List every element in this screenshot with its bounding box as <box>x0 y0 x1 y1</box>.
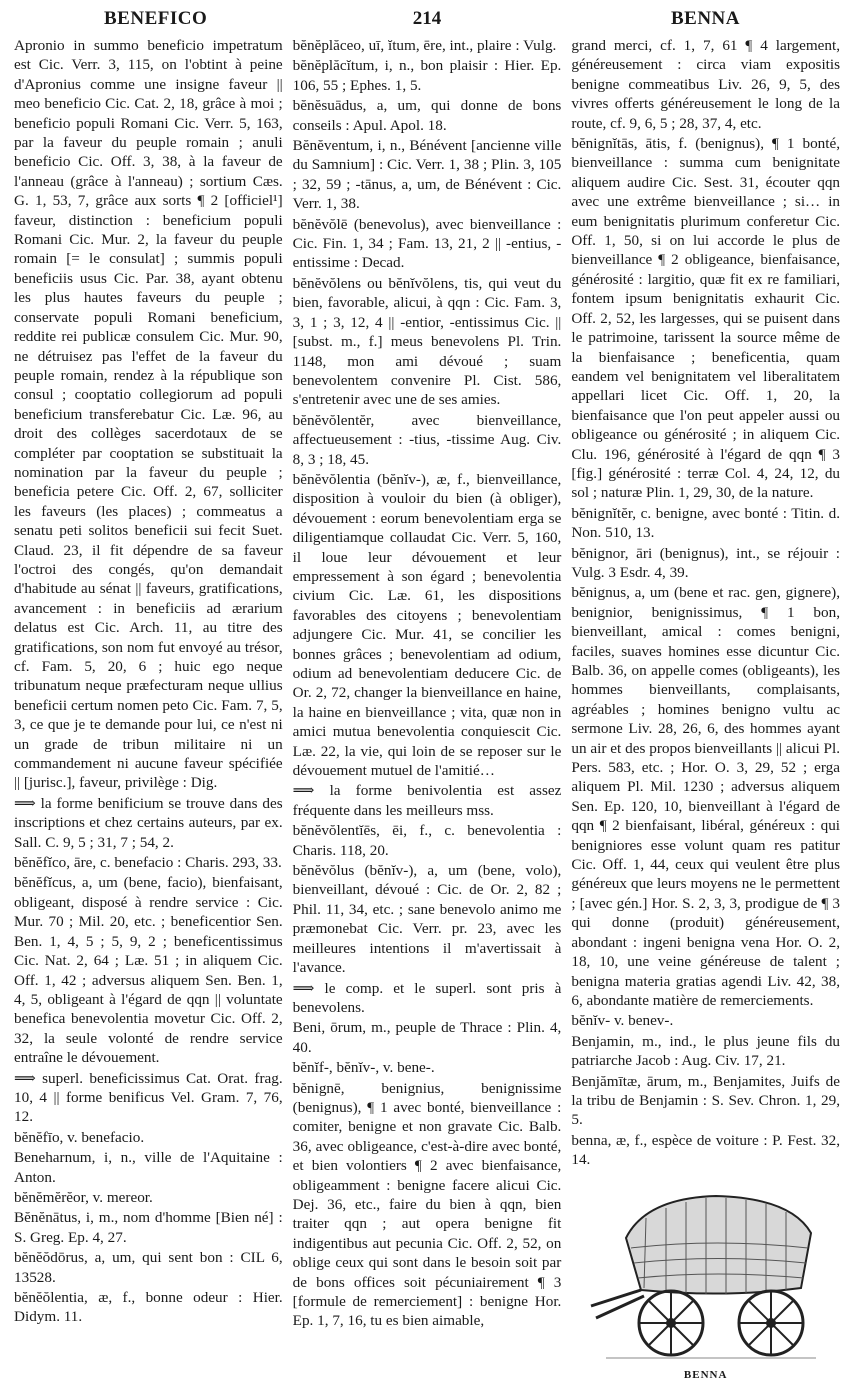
dictionary-entry: bĕnĕvŏlentĭēs, ēi, f., c. benevolentia : Charis. 118, 20. <box>292 822 562 859</box>
dictionary-entry: Beni, ōrum, m., peuple de Thrace : Plin. 4, 40. <box>292 1019 562 1056</box>
header-last-word: BENNA <box>670 8 740 29</box>
dictionary-entry: bĕnĕvŏlentĕr, avec bienveillance, affectueusement : -tius, -tissime Aug. Civ. 8, 3 ; 18, 45. <box>292 411 562 468</box>
dictionary-entry: bĕnĭv- v. benev-. <box>571 1012 674 1030</box>
dictionary-entry: bĕnignē, benignius, benignissime (benignus), ¶ 1 avec bonté, bienveillance : comiter, benigne et non gravate Cic. Balb. 36, avec obligeance, c'est-à-dire avec bonté, et bien volontiers ¶ 2 avec bienfaisance, obligeamment : benigne facere alicui Cic. Dej. 36, etc., faire du bien à qqn, bien traiter qqn ; aut opera benigne fit indigentibus aut pecunia Cic. Off. 2, 52, on oblige ceux qui sont dans le besoin soit par de bons offices soit pécuniairement ¶ 3 [formule de remerciement] : benigne Hor. Ep. 1, 7, 16, tu es bien aimable, <box>292 1079 562 1330</box>
dictionary-entry: Apronio in summo beneficio impetratum est Cic. Verr. 3, 115, on l'obtint à peine d'Apronius comme une insigne faveur || meo beneficio Cic. Cat. 2, 18, grâce à moi ; beneficio populi Romani Cic. Verr. 5, 163, par la faveur du peuple romain ; anuli beneficio Cic. Off. 3, 38, à la faveur de l'anneau (grâce à l'anneau) ; sortium Cæs. G. 1, 53, 7, grâce aux sorts ¶ 2 [officiel¹] faveur, distinction : beneficium populi Romani Cic. Mur. 2, la faveur du peuple romain [= le consulat] ; summis populi beneficiis usus Cic. Par. 38, ayant obtenu les plus hautes faveurs du peuple ; conservate populi Romani beneficium, reddite rei publicæ consulem Cic. Mur. 90, ne détruisez pas l'effet de la faveur du peuple romain, rendez à la république son consul ; cooptatio collegiorum ad populi beneficium transferebatur Cic. Læ. 96, au droit des collèges sacerdotaux de se compléter par cooptation se substituait la nomination par la faveur du peuple ; beneficia petere Cic. Off. 2, 67, solliciter les faveurs (les places) ; commeatus a senatu peti solitos beneficii sui fecit Suet. Claud. 23, il fit dépendre de sa faveur l'octroi des congés, qu'on demandait d'habitude au sénat || faveurs, gratifications, avancement : in beneficiis ad ærarium delatus est Cic. Arch. 11, au titre des gratifications, son nom fut envoyé au trésor, cf. Fam. 5, 20, 6 ; huic ego neque tribunatum neque præfecturam neque ullius beneficii certum nomen peto Cic. Fam. 7, 5, 3, ce que je te demande pour lui, ce n'est ni un grade de tribun militaire ni un commandement ni aucune faveur spécifiée || [jurisc.], faveur, privilège : Dig. <box>14 37 283 792</box>
dictionary-entry: bĕnĭf-, bĕnĭv-, v. bene-. <box>292 1059 435 1077</box>
column-middle <box>293 36 562 1361</box>
dictionary-entry: bĕnĕplăcĭtum, i, n., bon plaisir : Hier. Ep. 106, 55 ; Ephes. 1, 5. <box>292 57 562 94</box>
dictionary-entry: Bĕnĕnātus, i, m., nom d'homme [Bien né] : S. Greg. Ep. 4, 27. <box>14 1209 283 1246</box>
dictionary-entry: bĕnignor, āri (benignus), int., se réjouir : Vulg. 3 Esdr. 4, 39. <box>571 544 841 581</box>
dictionary-entry: ⟹ la forme benivolentia est assez fréquente dans les meilleurs mss. <box>292 782 562 819</box>
dictionary-entry: ⟹ superl. beneficissimus Cat. Orat. frag. 10, 4 || forme benificus Vel. Gram. 7, 76, 12. <box>14 1069 283 1126</box>
dictionary-entry: bĕnĕfīo, v. benefacio. <box>14 1128 145 1146</box>
running-header <box>14 6 840 36</box>
dictionary-entry: bĕnĕŏlentia, æ, f., bonne odeur : Hier. Didym. 11. <box>14 1289 283 1326</box>
dictionary-entry: Beneharnum, i, n., ville de l'Aquitaine : Anton. <box>14 1149 283 1186</box>
dictionary-entry: bĕnĕplăceo, uī, ĭtum, ēre, int., plaire : Vulg. <box>292 37 557 54</box>
dictionary-entry: Benjămītæ, ārum, m., Benjamites, Juifs de la tribu de Benjamin : S. Sev. Chron. 1, 29, 5. <box>571 1072 841 1129</box>
column-left <box>14 36 283 1361</box>
column-right-entries <box>571 36 840 1170</box>
dictionary-entry: bĕnĕfĭcus, a, um (bene, facio), bienfaisant, obligeant, disposé à rendre service : Cic. Mur. 70 ; Mil. 20, etc. ; beneficentior Sen. Ben. 1, 4, 5 ; 5, 9, 2 ; beneficentissimus Cic. Nat. 2, 64 ; Læ. 51 ; in aliquem Cic. Off. 1, 42 ; adversus aliquem Sen. Ben. 1, 4, 5, obligeant à l'égard de qqn || voluntate benefica benevolentia movetur Cic. Off. 2, 32, la seule volonté de rendre service entraîne le dévouement. <box>14 874 283 1067</box>
dictionary-entry: ⟹ le comp. et le superl. sont pris à benevolens. <box>292 979 562 1016</box>
dictionary-entry: bĕnignĭtĕr, c. benigne, avec bonté : Titin. d. Non. 510, 13. <box>571 504 841 542</box>
dictionary-entry: benna, æ, f., espèce de voiture : P. Fest. 32, 14. <box>571 1131 841 1169</box>
dictionary-entry: bĕnignus, a, um (bene et rac. gen, gignere), benignior, benignissimus, ¶ 1 bon, bienveillant, amical : comes benigni, faciles, suaves homines esse dicuntur Cic. Balb. 36, on appelle comes (obligeants), les hommes bienveillants, complaisants, agréables ; homines benigno vultu ac sermone Liv. 28, 26, 6, des hommes ayant un air et des propos bienveillants || alicui Pl. Pers. 583, etc. ; Hor. O. 3, 29, 52 ; erga aliquem Pl. Mil. 1230 ; adversus aliquem Sen. Ep. 120, 10, bienveillant à l'égard de qqn ¶ 2 bienfaisant, libéral, généreux : qui benigniores esse volunt quam res patitur Cic. Off. 1, 44, ceux qui veulent être plus généreux que leurs moyens ne le permettent ; [avec gén.] Hor. S. 2, 3, 3, prodigue de ¶ 3 qui donne (produit) généreusement, abondant : ingeni benigna vena Hor. O. 2, 18, 10, une veine généreuse de talent ; benigna materia gratias agendi Liv. 42, 38, 6, abondante matière de remerciements. <box>571 584 841 1009</box>
dictionary-entry: Bĕnĕventum, i, n., Bénévent [ancienne ville du Samnium] : Cic. Verr. 1, 38 ; Plin. 3, 105 ; 32, 59 ; -tānus, a, um, de Bénévent : Cic. Verr. 1, 38. <box>292 137 562 213</box>
dictionary-entry: bĕnĕvŏlē (benevolus), avec bienveillance : Cic. Fin. 1, 34 ; Fam. 13, 21, 2 || -entius, -entissime : Decad. <box>292 215 562 272</box>
columns <box>14 36 841 1381</box>
column-right <box>571 36 841 1381</box>
dictionary-entry: Benjamin, m., ind., le plus jeune fils du patriarche Jacob : Aug. Civ. 17, 21. <box>571 1032 841 1070</box>
benna-figure <box>571 1178 840 1385</box>
dictionary-entry: bĕnĕvŏlentia (bĕnĭv-), æ, f., bienveillance, disposition à vouloir du bien (à obliger), dévouement : eorum benevolentiam erga se diligentiamque collaudat Cic. Verr. 5, 160, il loue leur dévouement et leur empressement à son égard ; benevolentia civium Cic. Læ. 61, les dispositions favorables des citoyens ; benevolentiam adjungere Cic. Mur. 41, se concilier les bonnes grâces ; benevolentiam ad odium, odium ad benevolentiam deducere Cic. de Or. 2, 72, changer la bienveillance en haine, la haine en bienveillance ; vita, quæ non in amici mutua benevolentia conquiescit Cic. Læ. 22, la vie, qui loin de se reposer sur le dévouement mutuel de l'amitié… <box>292 470 562 780</box>
dictionary-entry: bĕnĕsuādus, a, um, qui donne de bons conseils : Apul. Apol. 18. <box>292 97 562 134</box>
dictionary-entry: ⟹ la forme benificium se trouve dans des inscriptions et chez certains auteurs, par ex. Sall. C. 9, 5 ; 31, 7 ; 54, 2. <box>14 794 283 851</box>
benna-cart-illustration <box>586 1178 826 1368</box>
dictionary-entry: bĕnĕvŏlens ou bĕnĭvŏlens, tis, qui veut du bien, favorable, alicui, à qqn : Cic. Fam. 3, 3, 1 ; 3, 12, 4 || -entior, -entissimus Cic. || [subst. m., f.] meus benevolens Pl. Trin. 1148, mon ami dévoué ; suam benevolentem convenire Pl. Cist. 586, s'entretenir avec une de ses amies. <box>292 274 562 409</box>
dictionary-entry: bĕnĕvŏlus (bĕnĭv-), a, um (bene, volo), bienveillant, dévoué : Cic. de Or. 2, 82 ; Phil. 11, 34, etc. ; sane benevolo animo me præmonebat Cic. Verr. pr. 23, avec les meilleures intentions il m'avertissait à l'avance. <box>292 862 562 977</box>
dictionary-entry: bĕnĕŏdōrus, a, um, qui sent bon : CIL 6, 13528. <box>14 1249 283 1286</box>
page-number: 214 <box>412 8 442 29</box>
dictionary-entry: bĕnignĭtās, ātis, f. (benignus), ¶ 1 bonté, bienveillance : summa cum benignitate aliquem audire Cic. Sest. 31, écouter qqn avec une extrême bienveillance ; si… in eum benignitatis plurimum conferetur Cic. Off. 1, 50, si on lui accorde le plus de bienveillance ¶ 2 obligeance, bienfaisance, générosité : largitio, quæ fit ex re familiari, fontem ipsum benignitatis exhaurit Cic. Off. 2, 52, les largesses, qui se puisent dans le patrimoine, tarissent la source même de la bienfaisance ; beneficentia, quam eandem vel benignitatem vel liberalitatem appellari licet Cic. Off. 1, 20, la bienfaisance que l'on peut appeler aussi ou obligeance ou générosité ; in aliquem Cic. Clu. 196, générosité à l'égard de qqn ¶ 3 [fig.] générosité : terræ Col. 4, 24, 12, du sol ; naturæ Plin. 1, 29, 30, de la nature. <box>571 135 841 502</box>
header-first-word: BENEFICO <box>104 8 208 29</box>
dictionary-entry: bĕnĕmĕrĕor, v. mereor. <box>14 1188 153 1206</box>
figure-caption: BENNA <box>683 1368 728 1381</box>
dictionary-entry: bĕnĕfĭco, āre, c. benefacio : Charis. 293, 33. <box>14 854 282 872</box>
dictionary-entry: grand merci, cf. 1, 7, 61 ¶ 4 largement, généreusement : circa viam expositis benigne commeatibus Liv. 26, 9, 5, des vivres offerts généreusement le long de la route, cf. 9, 6, 5 ; 28, 37, 4, etc. <box>571 37 841 132</box>
